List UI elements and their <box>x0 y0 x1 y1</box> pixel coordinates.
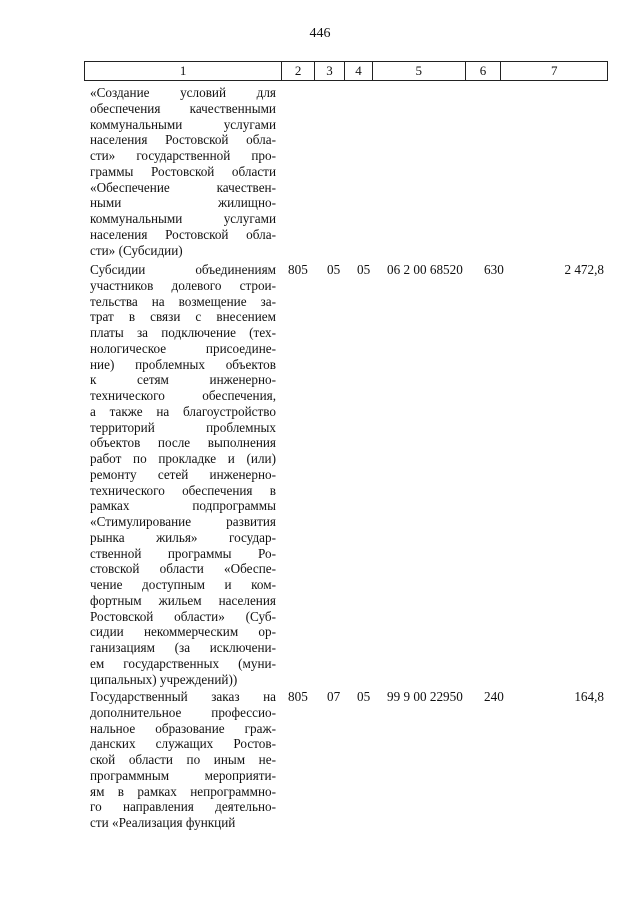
description-line: коммунальными услугами <box>90 116 276 132</box>
description-line: обеспечения качественными <box>90 100 276 116</box>
cell-col-3: 05 <box>327 262 341 277</box>
cell-col-4: 05 <box>357 689 371 704</box>
description-line: сти» (Субсидии) <box>90 242 183 258</box>
description-line: технического обеспечения в <box>90 482 276 498</box>
table-header <box>84 61 608 81</box>
description-line: территорий проблемных <box>90 419 276 435</box>
description-line: ям в рамках непрограммно- <box>90 783 276 799</box>
column-header-4: 4 <box>345 62 373 80</box>
description-line: Субсидии объединениям <box>90 262 276 277</box>
description-line: сидии некоммерческим ор- <box>90 624 276 640</box>
description-line: нологическое присоедине- <box>90 340 276 356</box>
row-description <box>90 85 276 258</box>
column-header-2: 2 <box>282 62 315 80</box>
cell-col-6: 630 <box>484 262 504 277</box>
cell-col-7: 2 472,8 <box>564 262 604 277</box>
description-line: ем государственных (муни- <box>90 655 276 671</box>
column-header-1: 1 <box>85 62 282 80</box>
description-line: работ по прокладке и (или) <box>90 451 276 466</box>
description-line: рынка жилья» государ- <box>90 529 276 545</box>
cell-col-5: 06 2 00 68520 <box>387 262 463 277</box>
description-line: ние) проблемных объектов <box>90 356 276 372</box>
description-line: трат в связи с внесением <box>90 309 276 325</box>
cell-col-2: 805 <box>288 689 308 704</box>
cell-col-2: 805 <box>288 262 308 277</box>
description-line: фортным жильем населения <box>90 592 276 608</box>
description-line: «Создание условий для <box>90 85 276 100</box>
description-line: сти» государственной про- <box>90 148 276 163</box>
description-line: ганизациям (за исключени- <box>90 640 276 655</box>
description-line: «Стимулирование развития <box>90 514 276 529</box>
description-line: ципальных) учреждений)) <box>90 671 238 687</box>
description-line: Ростовской области» (Суб- <box>90 608 276 624</box>
cell-col-5: 99 9 00 22950 <box>387 689 463 704</box>
description-line: участников долевого строи- <box>90 277 276 293</box>
column-header-6: 6 <box>466 62 502 80</box>
description-line: сти «Реализация функций <box>90 815 236 830</box>
description-line: населения Ростовской обла- <box>90 226 276 242</box>
row-description <box>90 689 276 831</box>
description-line: дополнительное профессио- <box>90 704 276 720</box>
description-line: ными жилищно- <box>90 195 276 211</box>
description-line: программным мероприяти- <box>90 767 276 783</box>
description-line: данских служащих Ростов- <box>90 736 276 752</box>
description-line: тельства на возмещение за- <box>90 293 276 309</box>
description-line: к сетям инженерно- <box>90 372 276 388</box>
description-line: чение доступным и ком- <box>90 577 276 592</box>
column-header-5: 5 <box>373 62 466 80</box>
page-number: 446 <box>309 26 331 41</box>
description-line: «Обеспечение качествен- <box>90 179 276 195</box>
description-line: объектов после выполнения <box>90 435 276 451</box>
description-line: ственной программы Ро- <box>90 545 276 561</box>
description-line: платы за подключение (тех- <box>90 325 276 340</box>
column-header-7: 7 <box>550 63 558 78</box>
cell-col-6: 240 <box>484 689 504 704</box>
description-line: го направления деятельно- <box>90 799 276 815</box>
description-line: населения Ростовской обла- <box>90 132 276 148</box>
description-line: рамках подпрограммы <box>90 498 276 514</box>
description-line: Государственный заказ на <box>90 689 276 704</box>
description-line: нальное образование граж- <box>90 720 276 736</box>
cell-col-3: 07 <box>327 689 341 704</box>
description-line: граммы Ростовской области <box>90 163 276 179</box>
description-line: а также на благоустройство <box>90 403 276 419</box>
description-line: стовской области «Обеспе- <box>90 561 276 577</box>
column-header-3: 3 <box>315 62 345 80</box>
cell-col-4: 05 <box>357 262 371 277</box>
row-description <box>90 262 276 687</box>
description-line: коммунальными услугами <box>90 211 276 226</box>
description-line: ремонту сетей инженерно- <box>90 466 276 482</box>
description-line: технического обеспечения, <box>90 388 276 403</box>
description-line: ской области по иным не- <box>90 752 276 767</box>
cell-col-7: 164,8 <box>574 689 604 704</box>
